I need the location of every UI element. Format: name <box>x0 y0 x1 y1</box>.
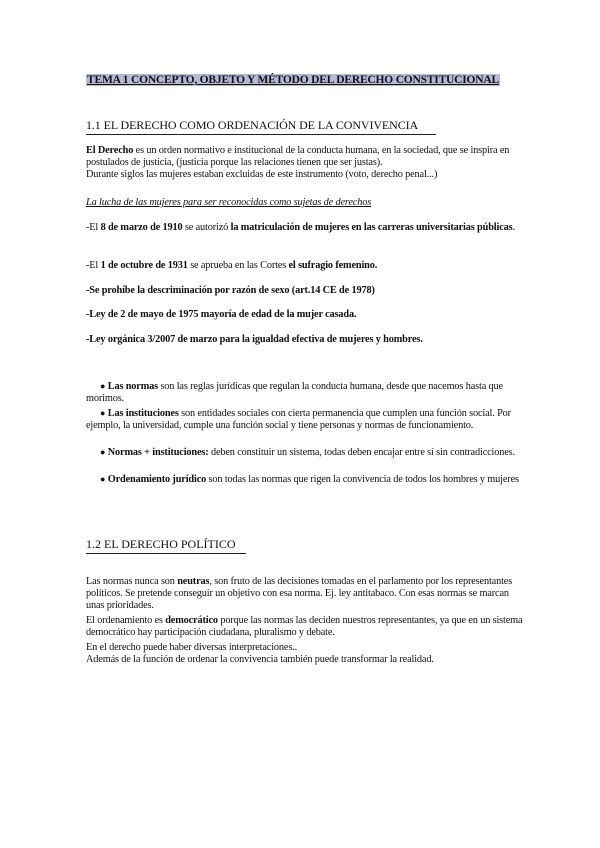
intro-bold-term: El Derecho <box>86 145 134 156</box>
item-date: 8 de marzo de 1910 <box>100 222 183 233</box>
bullet-term: Normas + instituciones: <box>107 447 209 458</box>
item-text: -El <box>86 260 101 271</box>
section-heading-1-1: 1.1 EL DERECHO COMO ORDENACIÓN DE LA CONVIVENCIA <box>86 118 436 135</box>
bullet-term: Las instituciones <box>107 408 179 419</box>
bullet-icon: ● <box>100 408 106 418</box>
politics-paragraph-1 <box>86 576 526 612</box>
bullet-icon: ● <box>100 474 106 484</box>
politics-paragraph-2 <box>86 615 526 639</box>
item-bold-text: la matriculación de mujeres en las carreras universitarias públicas <box>230 222 513 233</box>
para-text: , son fruto de las decisiones tomadas en el parlamento por los representantes políticos. Se pretende conseguir un objetivo con esa norma. Ej. ley antitabaco. Con esas normas se marcan unas prioridades. <box>86 576 513 611</box>
intro-line2: Durante siglos las mujeres estaban excluidas de este instrumento (voto, derecho penal...) <box>86 169 438 180</box>
bullet-icon: ● <box>100 381 106 391</box>
bullet-text: son todas las normas que rigen la convivencia de todos los hombres y mujeres <box>206 474 519 485</box>
politics-paragraph-3: En el derecho puede haber diversas interpretaciones.. <box>86 642 298 653</box>
item-bold-text: -Ley de 2 de mayo de 1975 mayoría de edad de la mujer casada. <box>86 309 357 320</box>
bullet-text: son entidades sociales con cierta permanencia que cumplen una función social. Por ejemplo, la universidad, cumple una función social y tiene personas y normas de funcionamiento. <box>86 408 511 431</box>
item-bold-text: -Ley orgánica 3/2007 de marzo para la igualdad efectiva de mujeres y hombres. <box>86 334 423 345</box>
intro-paragraph <box>86 145 526 181</box>
bullet-text: deben constituir un sistema, todas deben encajar entre sí sin contradicciones. <box>208 447 515 458</box>
bullet-term: Las normas <box>107 381 159 392</box>
para-text: Las normas nunca son <box>86 576 178 587</box>
struggle-heading: La lucha de las mujeres para ser reconocidas como sujetas de derechos <box>86 197 372 208</box>
para-bold: democrático <box>165 615 218 626</box>
item-bold-text: el sufragio femenino. <box>288 260 378 271</box>
bullet-icon: ● <box>100 447 106 457</box>
history-item-1978 <box>86 285 526 297</box>
history-item-1910 <box>86 222 526 234</box>
section-heading-1-2: 1.2 EL DERECHO POLÍTICO <box>86 537 246 554</box>
list-item <box>86 380 526 405</box>
item-text: se autorizó <box>182 222 231 233</box>
list-item <box>86 407 526 432</box>
intro-text: es un orden normativo e institucional de la conducta humana, en la sociedad, que se inspira en postulados de justicia, (justicia porque las relaciones tienen que ser justas). <box>86 145 510 168</box>
document-title: TEMA 1 CONCEPTO, OBJETO Y MÉTODO DEL DERECHO CONSTITUCIONAL <box>87 74 499 86</box>
para-text: porque las normas las deciden nuestros representantes, ya que en un sistema democrático hay participación ciudadana, pluralismo y debate. <box>86 615 523 638</box>
politics-paragraph-4: Además de la función de ordenar la convivencia también puede transformar la realidad. <box>86 654 434 665</box>
bullet-term: Ordenamiento jurídico <box>107 474 207 485</box>
item-date: 1 de octubre de 1931 <box>100 260 188 271</box>
history-item-1975 <box>86 309 526 321</box>
item-text: se aprueba en las Cortes <box>187 260 289 271</box>
list-item <box>86 473 526 486</box>
list-item <box>86 446 526 459</box>
item-text: . <box>512 222 515 233</box>
history-item-2007 <box>86 334 526 346</box>
para-bold: neutras <box>177 576 210 587</box>
para-text: El ordenamiento es <box>86 615 166 626</box>
bullet-text: son las reglas jurídicas que regulan la conducta humana, desde que nacemos hasta que morimos. <box>86 381 503 404</box>
history-item-1931 <box>86 260 526 272</box>
item-text: -El <box>86 222 101 233</box>
item-bold-text: -Se prohíbe la descriminación por razón de sexo (art.14 CE de 1978) <box>86 285 375 296</box>
